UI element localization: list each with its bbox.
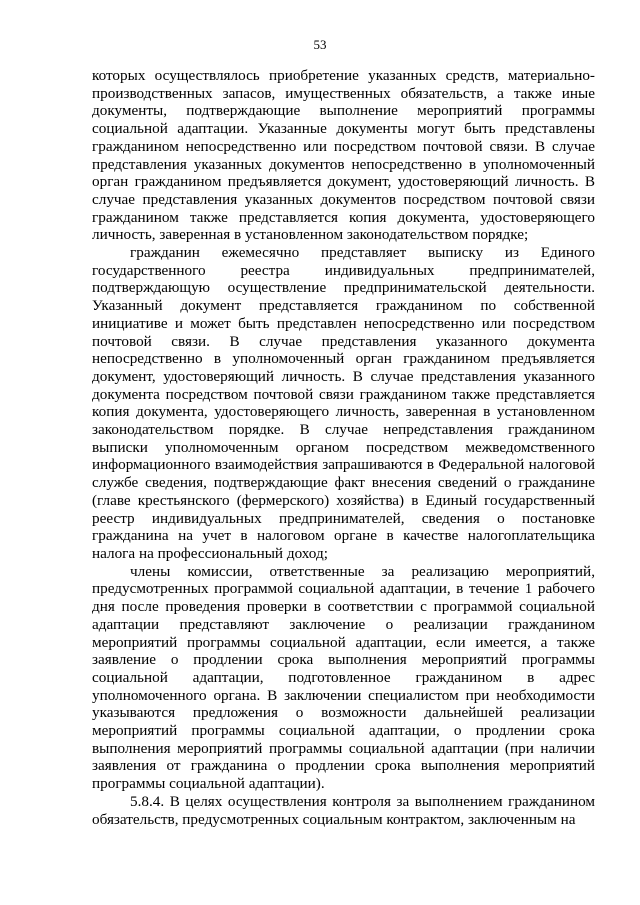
document-body	[92, 67, 595, 828]
paragraph-egrip-extract: гражданин ежемесячно представляет выписку из Единого государственного реестра индивидуальных предпринимателей, подтверждающую осуществление предпринимательской деятельности. Указанный документ представляется гражданином по собственной инициативе и может быть представлен непосредственно или посредством почтовой связи. В случае представления указанного документа непосредственно в уполномоченный орган гражданином предъявляется документ, удостоверяющий личность. В случае представления указанного документа посредством почтовой связи гражданином также представляется копия документа, удостоверяющего личность, заверенная в установленном законодательством порядке. В случае непредставления гражданином выписки уполномоченным органом посредством межведомственного информационного взаимодействия запрашиваются в Федеральной налоговой службе сведения, подтверждающие факт внесения сведений о гражданине (главе крестьянского (фермерского) хозяйства) в Единый государственный реестр индивидуальных предпринимателей, сведения о постановке гражданина на учет в налоговом органе в качестве налогоплательщика налога на профессиональный доход;	[92, 244, 595, 562]
paragraph-documents-confirming: которых осуществлялось приобретение указанных средств, материально-производственных запасов, имущественных обязательств, а также иные документы, подтверждающие выполнение мероприятий программы социальной адаптации. Указанные документы могут быть представлены гражданином непосредственно или посредством почтовой связи. В случае представления указанных документов непосредственно в уполномоченный орган гражданином предъявляется документ, удостоверяющий личность. В случае представления указанных документов посредством почтовой связи гражданином также представляется копия документа, удостоверяющего личность, заверенная в установленном законодательством порядке;	[92, 67, 595, 244]
page-number: 53	[313, 37, 327, 52]
paragraph-5-8-4: 5.8.4. В целях осуществления контроля за выполнением гражданином обязательств, предусмотренных социальным контрактом, заключенным на	[92, 792, 595, 828]
paragraph-commission-members: члены комиссии, ответственные за реализацию мероприятий, предусмотренных программой социальной адаптации, в течение 1 рабочего дня после проведения проверки в соответствии с программой социальной адаптации представляют заключение о реализации гражданином мероприятий программы социальной адаптации, если имеется, а также заявление о продлении срока выполнения мероприятий программы социальной адаптации, подготовленное гражданином в адрес уполномоченного органа. В заключении специалистом при необходимости указываются предложения о возможности дальнейшей реализации мероприятий программы социальной адаптации, о продлении срока выполнения мероприятий программы социальной адаптации (при наличии заявления от гражданина о продлении срока выполнения мероприятий программы социальной адаптации).	[92, 562, 595, 793]
